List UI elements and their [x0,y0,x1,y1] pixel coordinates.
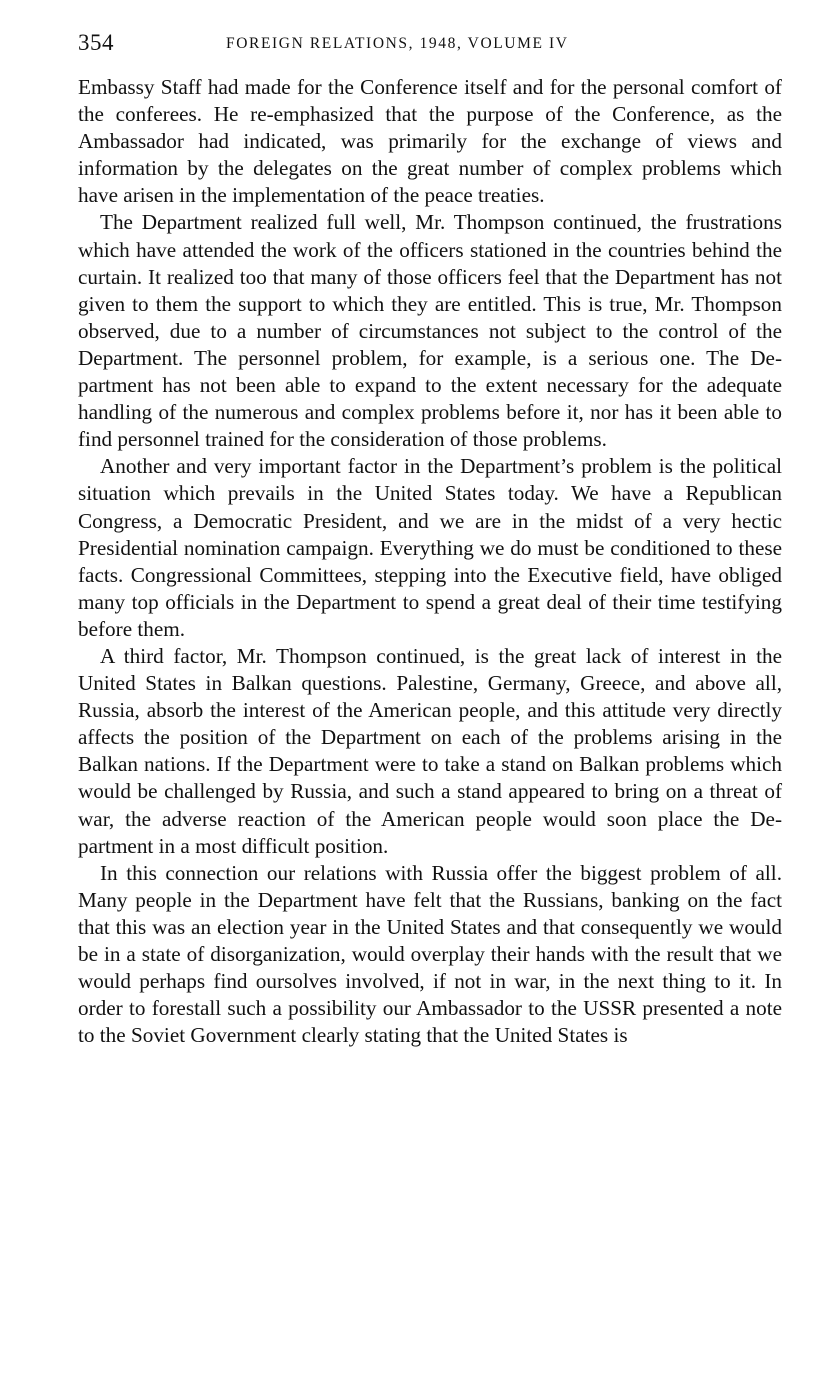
page-number: 354 [78,30,114,55]
paragraph-continued: Embassy Staff had made for the Conference itself and for the personal comfort of the conferees. He re-emphasized that the purpose of the Conference, as the Ambassador had indicated, was primarily for the exchange of views and information by the delegates on the great number of complex problems which have arisen in the implementation of the peace treaties. [78,75,782,208]
paragraph: Another and very important factor in the Department’s problem is the political situation which prevails in the United States today. We have a Republican Congress, a Democratic President, and we are in the midst of a very hectic Presidential nomination campaign. Everything we do must be conditioned to these facts. Congressional Committees, stepping into the Executive field, have obliged many top officials in the Department to spend a great deal of their time testifying before them. [78,454,782,641]
running-head [78,28,782,62]
paragraph: A third factor, Mr. Thompson continued, is the great lack of interest in the United States in Balkan questions. Palestine, Germany, Greece, and above all, Russia, absorb the interest of the American people, and this attitude very directly affects the position of the Department on each of the problems arising in the Balkan nations. If the Department were to take a stand on Balkan problems which would be challenged by Russia, and such a stand appeared to bring on a threat of war, the adverse reaction of the American people would soon place the Department in a most difficult position. [78,643,782,858]
paragraph: In this connection our relations with Russia offer the biggest problem of all. Many people in the Department have felt that the Russians, banking on the fact that this was an election year in the United States and that consequently we would be in a state of disorganization, would overplay their hands with the result that we would perhaps find oursolves involved, if not in war, in the next thing to it. In order to forestall such a possibility our Ambassador to the USSR presented a note to the Soviet Government clearly stating that the United States is [78,860,782,1048]
running-head-title: FOREIGN RELATIONS, 1948, VOLUME IV [226,35,569,52]
body-text [78,74,782,1049]
paragraph: The Department realized full well, Mr. Thompson continued, the frustrations which have attended the work of the officers stationed in the countries behind the curtain. It realized too that many of those officers feel that the Department has not given to them the support to which they are entitled. This is true, Mr. Thompson observed, due to a number of circumstances not subject to the control of the Department. The personnel problem, for example, is a serious one. The Department has not been able to expand to the extent necessary for the adequate handling of the numerous and complex problems before it, nor has it been able to find personnel trained for the consideration of those problems. [78,210,782,452]
